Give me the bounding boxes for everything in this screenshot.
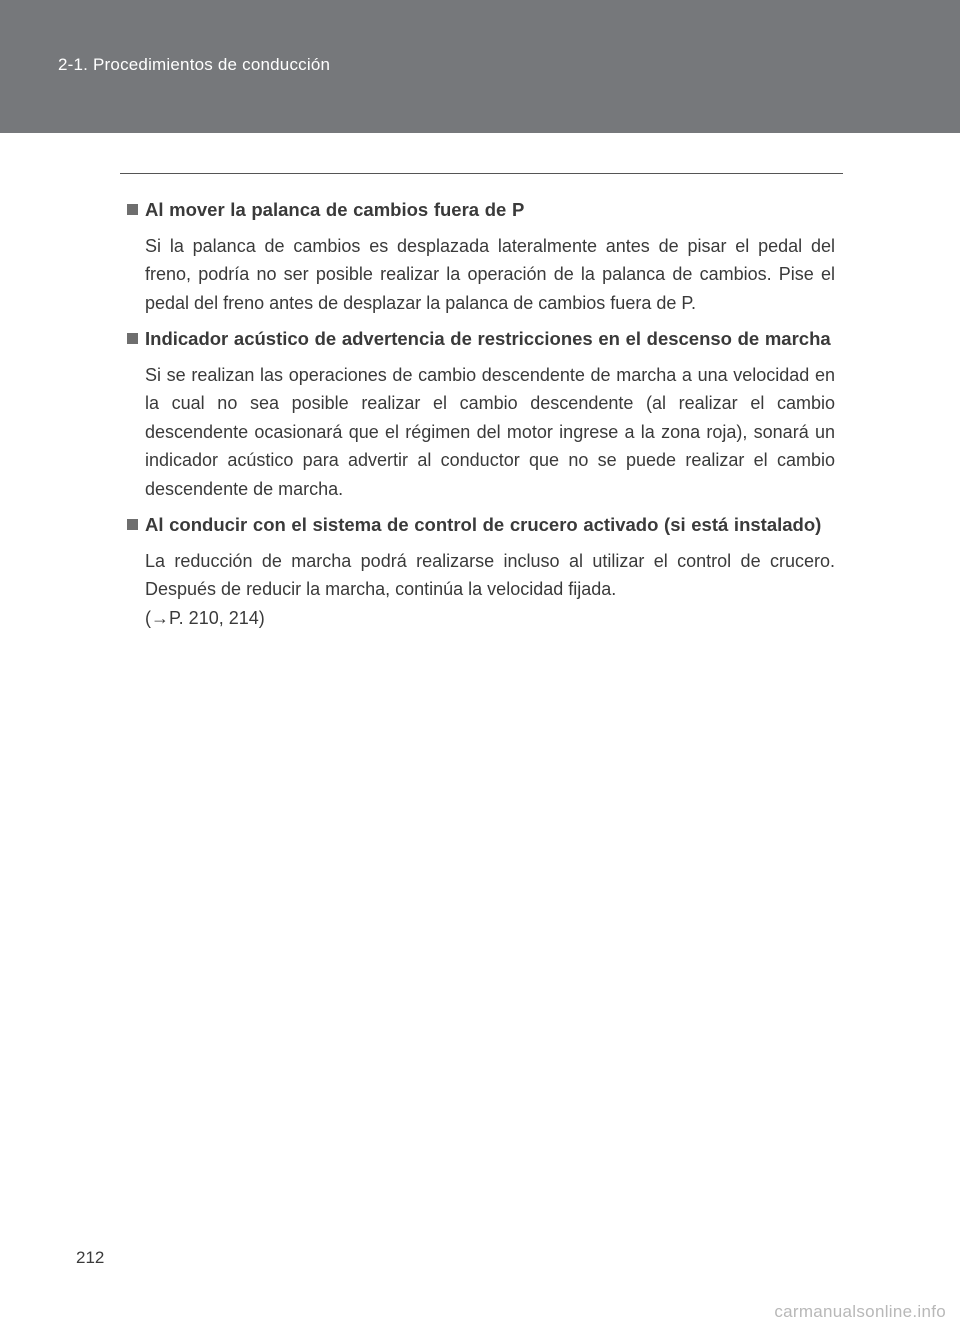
entry-heading: [125, 325, 835, 354]
entry-heading-text: Al mover la palanca de cambios fuera de P: [145, 199, 525, 220]
entry-body: Si se realizan las operaciones de cambio descendente de marcha a una velocidad en la cual no sea posible realizar el cambio descendente (al realizar el cambio descendente ocasionará que el régimen del motor ingrese a la zona roja), sonará un indicador acústico para advertir al conductor que no se puede realizar el cambio descendente de marcha.: [145, 364, 835, 499]
square-bullet-icon: [127, 519, 138, 530]
entry-heading-text: Indicador acústico de advertencia de restricciones en el descenso de marcha: [145, 328, 831, 349]
watermark: carmanualsonline.info: [774, 1302, 946, 1321]
page-reference-link[interactable]: (→P. 210, 214): [145, 607, 265, 628]
main-content: [125, 196, 835, 640]
entry-heading-text: Al conducir con el sistema de control de crucero activado (si está instalado): [145, 514, 822, 535]
entry-shift-out-of-p: [125, 196, 835, 317]
header-band: [0, 0, 960, 133]
entry-heading: [125, 196, 835, 225]
entry-cruise-control: [125, 511, 835, 632]
entry-downshift-warning: [125, 325, 835, 503]
page-number: 212: [76, 1248, 105, 1267]
square-bullet-icon: [127, 204, 138, 215]
square-bullet-icon: [127, 333, 138, 344]
entry-body: Si la palanca de cambios es desplazada lateralmente antes de pisar el pedal del freno, podría no ser posible realizar la operación de la palanca de cambios. Pise el pedal del freno antes de desplazar la palanca de cambios fuera de P.: [145, 235, 835, 313]
entry-heading: [125, 511, 835, 540]
section-title: 2-1. Procedimientos de conducción: [58, 55, 331, 74]
divider: [120, 173, 843, 174]
entry-body: La reducción de marcha podrá realizarse incluso al utilizar el control de crucero. Después de reducir la marcha, continúa la velocidad fijada.: [145, 550, 835, 599]
